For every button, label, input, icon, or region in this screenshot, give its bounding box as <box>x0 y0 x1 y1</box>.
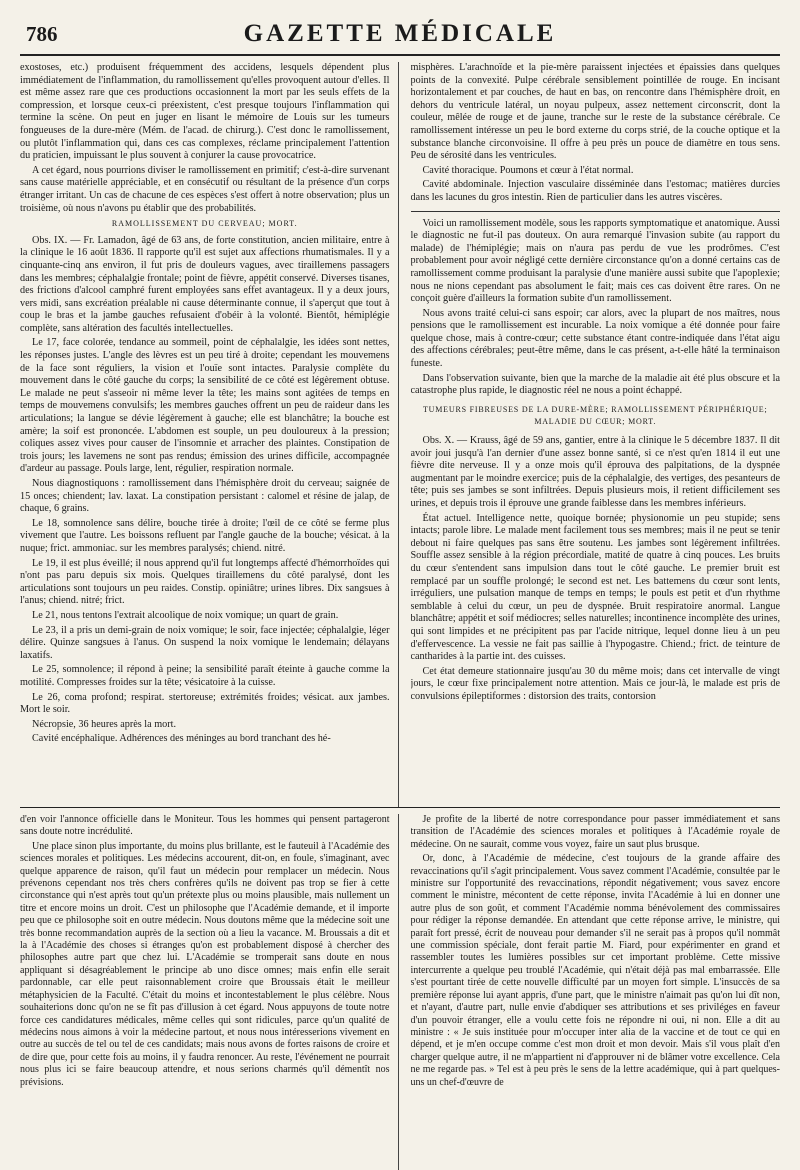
section-divider <box>411 211 781 212</box>
case-paragraph: Le 23, il a pris un demi-grain de noix vomique; le soir, face injectée; céphalalgie, léger délire. Quinze sangsues à l'anus. On suspend la noix vomique le lendemain; délayans laxatifs. <box>20 624 390 661</box>
page-number: 786 <box>26 22 58 46</box>
case-paragraph: État actuel. Intelligence nette, quoique bornée; physionomie un peu stupide; sens intacts; parole libre. Le malade ment facilement tous ses membres; mais il ne peut se tenir debout ni faire quelques pas sans être soutenu. Les jambes sont légèrement infiltrées. Souffle assez sensible à la région précordiale, matité de quatre à cinq pouces. Les bruits du cœur s'entendent sans impulsion dans tout le côté gauche. Le premier bruit est remplacé par un souffle prolongé; le second est net. Les battemens du cœur sont lents, irréguliers, une pulsation manque de temps en temps; le pouls est petit et d'un rhythme semblable à celui du cœur, un peu de dyspnée. Bruit respiratoire anormal. Langue blanchâtre; appétit et soif médiocres; selles naturelles; incontinence incomplète des urines, qui sont limpides et ne précipitent pas par l'acide nitrique, lequel donne lieu à un peu d'effervescence. La vessie ne fait pas saillie à l'hypogastre. Chiend.; frict. de teinture de cantharides à la partie int. des cuisses. <box>410 512 780 663</box>
feuilleton-paragraph: d'en voir l'annonce officielle dans le Moniteur. Tous les hommes qui pensent partageront sans doute notre incrédulité. <box>20 814 390 838</box>
case-paragraph: Cavité encéphalique. Adhérences des méninges au bord tranchant des hé- <box>32 733 331 745</box>
autopsy-paragraph: Cavité thoracique. Poumons et cœur à l'état normal. <box>422 164 634 176</box>
lower-right-column <box>411 814 781 1170</box>
upper-columns <box>20 62 780 808</box>
commentary-paragraph: Nous avons traité celui-ci sans espoir; car alors, avec la plupart de nos maîtres, nous pensions que le ramollissement est incurable. La noix vomique a été donnée pour faire quelque chose, mais à contre-cœur; cette substance étant contre-indiquée dans l'état aigu des affections cérébrales; peut-être même, dans le cas présent, a-t-elle hâté la terminaison funeste. <box>410 307 780 370</box>
feuilleton-paragraph: Or, donc, à l'Académie de médecine, c'est toujours de la grande affaire des revaccinations qu'il s'agit principalement. Vous savez comment l'Académie, consultée par le ministre sur l'opportunité des revaccinations, répondit négativement; vous savez encore comment le ministre, mécontent de cette réponse, invita l'Académie à lui en donner une autre plus de son goût, et comment l'Académie nomma bénévolement des commissaires pour rédiger la réponse demandée. En attendant que cette réponse arrive, le ministre, qui paraît fort pressé, écrit de nouveau pour demander s'il ne serait pas à propos qu'il nommât une commission spéciale, dont ferait partie M. Fiard, pour expérimenter en grand et rassembler toutes les lumières possibles sur cet important problème. Cette missive intercurrente a quelque peu troublé l'Académie, qui n'était déjà pas mal embarrassée. Elle s'est pourtant tirée de cette nouvelle difficulté par un moyen fort simple. L'insuccès de sa première réponse lui ayant appris, d'une part, que le ministre n'aimait pas qu'on lui dît non, et n'ayant, d'autre part, nulle envie d'abdiquer ses attributions et ses priviléges en faveur d'un pouvoir étranger, elle a voulu cette fois ne répondre ni oui, ni non. Elle a dit au ministre : « Je suis instituée pour m'occuper inter alia de la vaccine et de tout ce qui en dépend, et je m'en occupe comme c'est mon droit et mon devoir. Mais s'il vous plaît d'en charger quelque autre, il ne m'appartient ni d'approuver ni de blâmer votre excellence. Cela ne me regarde pas. » Tel est à peu près le sens de la lettre académique, qui à part quelques-uns un chef-d'œuvre de <box>410 853 780 1088</box>
case-paragraph: Cet état demeure stationnaire jusqu'au 30 du même mois; dans cet intervalle de vingt jours, le cœur fixe principalement notre attention. Mais ce jour-là, le malade est pris de convulsions épileptiformes : distorsion des traits, contorsion <box>410 665 780 702</box>
autopsy-paragraph: Cavité abdominale. Injection vasculaire disséminée dans l'estomac; matières durcies dans les lacunes du gros intestin. Rien de particulier dans les autres viscères. <box>410 179 780 203</box>
case-paragraph: Le 26, coma profond; respirat. stertoreuse; extrémités froides; vésicat. aux jambes. Mort le soir. <box>20 691 390 716</box>
case-paragraph: Le 19, il est plus éveillé; il nous apprend qu'il fut longtemps affecté d'hémorrhoïdes qui n'ont pas paru depuis six mois. Quelques tiraillemens du côté paralysé, dont les articulations sont toujours un peu raides. Constip. opiniâtre; urines libres. Dix sangsues à l'anus; chiend. nitré; frict. <box>20 557 390 607</box>
left-intro-paragraph: exostoses, etc.) produisent fréquemment des accidens, lesquels dépendent plus immédiatement de l'inflammation, du ramollissement qu'elles provoquent autour d'elles. Il est même assez rare que ces productions occasionnent la mort par les seuls effets de la compression, et lorsque ceux-ci préexistent, c'est presque toujours l'inflammation qui termine la scène. On peut en juger en lisant le mémoire de Louis sur les tumeurs fongueuses de la dure-mère (Mém. de l'acad. de chirurg.). C'est donc le ramollissement, ou plutôt l'inflammation qui, dans ces cas complexes, réclame principalement l'attention du praticien, impuissant le plus souvent à conjurer la cause provocatrice. <box>20 62 390 162</box>
case-paragraph: Obs. IX. — Fr. Lamadon, âgé de 63 ans, de forte constitution, ancien militaire, entre à la clinique le 16 août 1836. Il rapporte qu'il est sujet aux affections rhumatismales. Il y a cinquante-cinq ans environ, il fut pris de douleurs vagues, avec tiraillemens passagers dans les membres; céphalalgie frontale; point de fièvre, appétit conservé. Diverses tisanes, des frictions d'alcool camphré furent employées sans effet avantageux. Il y a deux jours, vers midi, sans excréation préalable ni cause déterminante connue, il s'aperçut que tout à coup le bras et la jambe gauches refusaient d'obéir à la volonté. Bientôt, hémiplégie complète, sans altération des facultés intellectuelles. <box>20 234 390 334</box>
case-paragraph: Nous diagnostiquons : ramollissement dans l'hémisphère droit du cerveau; saignée de 15 onces; chiendent; lav. laxat. La constipation persistant : calomel et résine de jalap, de chaque, 6 grains. <box>20 478 390 515</box>
case-paragraph: Le 25, somnolence; il répond à peine; la sensibilité paraît éteinte à gauche comme la motilité. Compresses froides sur la tête; vésicatoire à la cuisse. <box>20 664 390 688</box>
left-intro-paragraph: A cet égard, nous pourrions diviser le ramollissement en primitif; c'est-à-dire survenant sans cause matérielle appréciable, et en consécutif ou résultant de la présence d'un corps étranger irritant. Un cas de chacune de ces espèces s'est offert à notre observation; plus un troisième, où nous n'avons pu établir que des probabilités. <box>20 164 390 214</box>
commentary-paragraph: Dans l'observation suivante, bien que la marche de la maladie ait été plus obscure et la catastrophe plus rapide, le diagnostic réel ne nous a point échappé. <box>410 372 780 397</box>
case-subheading: RAMOLLISSEMENT DU CERVEAU; MORT. <box>111 219 298 229</box>
case-paragraph: Obs. X. — Krauss, âgé de 59 ans, gantier, entre à la clinique le 5 décembre 1837. Il dit avoir joui jusqu'à l'an dernier d'une assez bonne santé, si ce n'est qu'en 1814 il eut une fièvre dite nerveuse. Il y a onze mois qu'il éprouva des palpitations, de la dyspnée augmentant par le moindre exercice; puis de la céphalalgie, des vertiges, des pesanteurs de tête; puis ses jambes se sont infiltrées. Depuis plusieurs mois, il retient difficilement ses urines, et depuis trois il éprouve une grande faiblesse dans les membres inférieurs. <box>410 435 780 509</box>
left-column <box>20 62 399 807</box>
masthead-title: GAZETTE MÉDICALE <box>243 20 557 47</box>
case-heading: TUMEURS FIBREUSES DE LA DURE-MÈRE; RAMOLLISSEMENT PÉRIPHÉRIQUE; MALADIE DU CŒUR; MORT. <box>423 404 768 427</box>
lower-columns <box>20 814 780 1170</box>
commentary-paragraph: Voici un ramollissement modèle, sous les rapports symptomatique et anatomique. Aussi le diagnostic ne fut-il pas douteux. On aura remarqué l'invasion subite (au rapport du malade) de l'hémiplégie; mais on n'aura pas perdu de vue les prodrômes. C'est probablement pour avoir négligé cette dernière circonstance qu'on a donné certains cas de ramollissement comme produisant la paralysie d'une manière aussi subite que l'apoplexie; nous ne nions cependant pas absolument le fait; mais ces cas doivent être rares. On ne conçoit guère d'ailleurs la formation subite d'un ramollissement. <box>410 217 780 305</box>
case-paragraph: Le 18, somnolence sans délire, bouche tirée à droite; l'œil de ce côté se ferme plus vivement que l'autre. Les boissons refluent par l'angle gauche de la bouche; vésicat. à la nuque; frict. ammoniac. sur les membres paralysés; chiend. nitré. <box>20 517 390 554</box>
autopsy-paragraph: misphères. L'arachnoïde et la pie-mère paraissent injectées et épaissies dans quelques points de la convexité. Pulpe cérébrale sensiblement pointillée de rouge. En incisant horizontalement et par couches, de haut en bas, on rencontre dans l'hémisphère droit, en dehors du ventricule latéral, un noyau pulpeux, assez nettement circonscrit, dont la couleur, mêlée de rouge et de jaune, tranche sur le reste de la substance cérébrale. Ce ramollissement intéresse un peu le bord externe du corps strié, de la couche optique et la substance blanche circonvoisine. Il offre à peu près un pouce de diamètre en tous sens. Peu de sérosité dans les ventricules. <box>410 62 780 162</box>
feuilleton-paragraph: Je profite de la liberté de notre correspondance pour passer immédiatement et sans transition de l'Académie des sciences morales et politiques à l'Académie royale de médecine. On ne saurait, comme vous voyez, faire un saut plus brusque. <box>410 814 780 850</box>
case-paragraph: Le 17, face colorée, tendance au sommeil, point de céphalalgie, les idées sont nettes, les réponses justes. L'angle des lèvres est un peu tiré à droite; cependant les mouvemens de la face sont réguliers, la vision et l'ouïe sont intactes. Paralysie complète du mouvement dans le côté gauche du corps; la sensibilité de ce côté est légèrement obtuse. Le malade ne peut s'asseoir ni même lever la tête; les mains sont agitées de temps en temps de mouvemens convulsifs; les membres gauches offrent un peu de raideur dans les articulations; la langue se dévie légèrement à gauche; elle est blanchâtre; la bouche est amère; la soif est prononcée. L'abdomen est souple, un peu douloureux à la pression; coliques assez vives pour causer de l'insomnie et arracher des plaintes. Constipation de trois jours; les lavemens ne sont pas rendus; émission des urines difficile, accompagnée d'ardeur au passage. Pouls large, lent, régulier, respiration normale. <box>20 337 390 475</box>
page-header <box>20 14 780 56</box>
feuilleton-paragraph: Une place sinon plus importante, du moins plus brillante, est le fauteuil à l'Académie des sciences morales et politiques. Les médecins accourent, dit-on, en foule, s'imaginant, avec quelque apparence de raison, qu'il faut un médecin pour remplacer un médecin. Nous prévenons cependant nos très chers confrères qu'ils ne doivent pas trop se fier à cette circonstance qui n'est après tout qu'un prétexte plus ou moins plausible, mais nullement un titre et encore moins un droit. C'est un philosophe que l'Académie demande, et il importe peu que ce philosophe soit en outre médecin. Nous doutons même que la médecine soit une très bonne recommandation auprès de la section où a lieu la vacance. M. Broussais a dit et la à l'Académie des choses si étranges qu'on est probablement disposé à chercher des philosophes autre part que chez lui. L'Académie se tromperait sans doute en nous appliquant si désagréablement le principe ab uno disce omnes; mais enfin elle serait pardonnable, car elle peut raisonnablement croire que Broussais était le meilleur métaphysicien de la Faculté. C'était du moins et incontestablement le plus célèbre. Nous souhaiterions donc qu'on ne se fît pas d'illusion à cet égard. Nous appuyons de toute notre force ces candidatures médicales, même celles qui sont ridicules, parce qu'un qualité de médecins nous aimons à voir la médecine partout, et nous nous intéresserions vivement en outre au succès de tel ou tel de ces candidats; mais nous avons de fortes raisons de croire et de dire que, pour cette fois au moins, il y faudra renoncer. Au reste, l'événement ne pourrait nous plus ici se faire beaucoup attendre, et nous serions charmés qu'il démentît nos prévisions. <box>20 840 390 1088</box>
right-column <box>411 62 781 807</box>
case-paragraph: Nécropsie, 36 heures après la mort. <box>32 718 176 730</box>
case-paragraph: Le 21, nous tentons l'extrait alcoolique de noix vomique; un quart de grain. <box>32 609 339 621</box>
lower-left-column <box>20 814 399 1170</box>
